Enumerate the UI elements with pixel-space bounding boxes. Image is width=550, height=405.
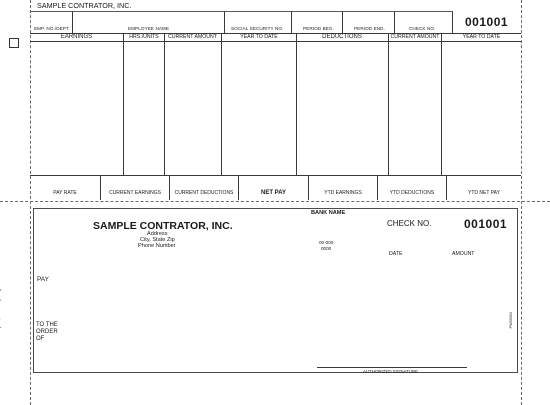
- col-divider-4: [296, 33, 297, 175]
- deductions-title: DEDUCTIONS: [322, 34, 362, 40]
- col-divider-2: [164, 33, 165, 175]
- amount-label: AMOUNT: [452, 251, 475, 257]
- current-amount-earnings-label: CURRENT AMOUNT: [168, 34, 217, 40]
- earnings-title: EARNINGS: [60, 34, 93, 40]
- check-border: [33, 208, 518, 373]
- order-label: ORDER: [36, 329, 58, 335]
- header-ytd-deductions-col: [442, 33, 521, 41]
- header-deductions: [296, 33, 388, 41]
- check-company-name: SAMPLE CONTRATOR, INC.: [93, 220, 233, 232]
- header-period-beg: PERIOD BEG.: [303, 26, 334, 31]
- net-pay-label: NET PAY: [260, 189, 286, 196]
- col-divider-6: [441, 33, 442, 175]
- header-earnings: [30, 33, 123, 41]
- ytd-earnings-label: YTD EARNINGS: [324, 189, 362, 196]
- check-face-number: 001001: [464, 217, 508, 231]
- footer-current-deductions: [170, 188, 238, 197]
- current-earnings-label: CURRENT EARNINGS: [109, 189, 161, 196]
- header-period-end: PERIOD END.: [354, 26, 385, 31]
- of-label: OF: [36, 336, 45, 342]
- check-no-label: CHECK NO.: [387, 219, 432, 228]
- footer-ytd-deductions: [378, 188, 446, 197]
- signature-label: AUTHORIZED SIGNATURE: [363, 369, 419, 374]
- header-employee-name: EMPLOYEE NAME: [128, 26, 170, 31]
- form-code-text: PW00002: [509, 311, 513, 329]
- col-divider-3: [221, 33, 222, 175]
- current-amount-deductions-label: CURRENT AMOUNT: [390, 34, 440, 40]
- col-divider-5: [388, 33, 389, 175]
- header-check-no: CHECK NO.: [409, 26, 436, 31]
- pay-label: PAY: [37, 276, 49, 283]
- stub-col-header-bottom: [30, 41, 521, 42]
- date-label: DATE: [389, 251, 403, 257]
- ytd-deductions-col-label: YEAR TO DATE: [462, 34, 501, 40]
- company-phone: Phone Number: [138, 243, 176, 249]
- header-ssn: SOCIAL SECURITY NO.: [231, 26, 284, 31]
- payee-block: [36, 322, 58, 343]
- routing-fraction-top: 00-000: [319, 240, 334, 245]
- routing-fraction-bottom: 0000: [321, 246, 332, 251]
- ytd-net-pay-label: YTD NET PAY: [468, 189, 500, 196]
- footer-ytd-net-pay: [447, 188, 521, 197]
- header-emp-no: EMP. NO./DEPT.: [34, 26, 70, 31]
- stub-check-number: 001001: [465, 15, 509, 29]
- stub-company-name: SAMPLE CONTRATOR, INC.: [37, 1, 132, 10]
- right-perforation: [521, 0, 522, 405]
- header-current-amount-earnings: [164, 33, 221, 41]
- bank-name: BANK NAME: [311, 210, 346, 216]
- stub-info-divider-6: [452, 11, 453, 33]
- to-the-label: TO THE: [36, 322, 58, 328]
- stub-info-top-line-2: [30, 11, 453, 12]
- header-current-amount-deductions: [389, 33, 441, 41]
- footer-net-pay: [239, 188, 308, 197]
- side-imprint-text: [0, 200, 1, 400]
- signature-line[interactable]: [317, 367, 467, 368]
- ytd-deductions-label: YTD DEDUCTIONS: [389, 189, 435, 196]
- pay-rate-label: PAY RATE: [53, 189, 77, 196]
- left-perforation: [30, 0, 31, 405]
- stub-tear-line: [0, 201, 550, 202]
- hrs-units-label: HRS./UNITS: [129, 34, 159, 40]
- current-deductions-label: CURRENT DEDUCTIONS: [174, 189, 234, 196]
- stub-info-divider-1: [72, 11, 73, 33]
- company-address: Address: [147, 231, 168, 237]
- header-ytd-earnings-col: [222, 33, 296, 41]
- footer-ytd-earnings: [309, 188, 377, 197]
- ytd-earnings-col-label: YEAR TO DATE: [240, 34, 278, 40]
- stub-info-divider-3: [291, 11, 292, 33]
- company-city-state-zip: City, State Zip: [140, 237, 175, 243]
- stub-info-divider-2: [224, 11, 225, 33]
- stub-info-divider-5: [394, 11, 395, 33]
- col-divider-1: [123, 33, 124, 175]
- stub-footer-top-line: [30, 175, 521, 176]
- selection-checkbox[interactable]: [9, 38, 19, 48]
- stub-info-divider-4: [342, 11, 343, 33]
- header-hrs-units: [124, 33, 164, 41]
- footer-current-earnings: [101, 188, 169, 197]
- footer-pay-rate: [30, 188, 100, 197]
